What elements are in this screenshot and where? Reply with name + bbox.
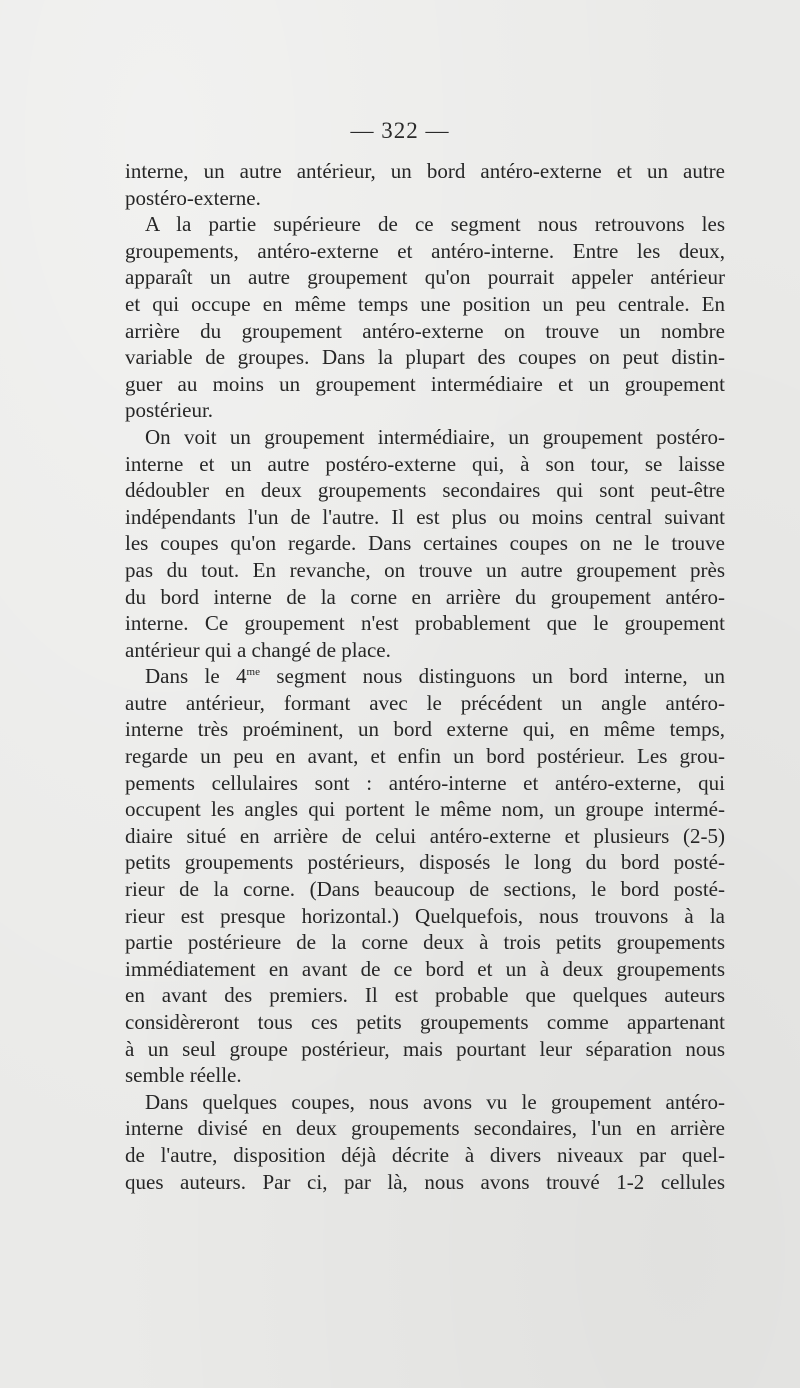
text-line: diaire situé en arrière de celui antéro-externe et plusieurs (2-5) [125,823,725,848]
text-segment: Dans le 4 [145,664,247,689]
text-line: interne, un autre antérieur, un bord antéro-externe et un autre [125,159,725,183]
text-line: arrière du groupement antéro-externe on trouve un nombre [125,318,725,343]
text-line [125,663,725,690]
text-line: rieur est presque horizontal.) Quelquefois, nous trouvons à la [125,903,725,928]
body-text [125,158,725,1195]
text-line: semble réelle. [125,1063,242,1088]
text-line: A la partie supérieure de ce segment nous retrouvons les [145,212,725,237]
text-line: du bord interne de la corne en arrière du groupement antéro- [125,584,725,609]
text-line: regarde un peu en avant, et enfin un bord postérieur. Les grou- [125,744,725,769]
text-line: postérieur. [125,398,214,423]
text-line: groupements, antéro-externe et antéro-interne. Entre les deux, [125,238,725,263]
text-line: Dans quelques coupes, nous avons vu le groupement antéro- [145,1089,725,1114]
text-line: et qui occupe en même temps une position un peu centrale. En [125,291,725,316]
text-line: petits groupements postérieurs, disposés le long du bord posté- [125,850,725,875]
text-line: de l'autre, disposition déjà décrite à divers niveaux par quel- [125,1142,725,1167]
text-line: immédiatement en avant de ce bord et un à deux groupements [125,956,725,981]
text-line: interne très proéminent, un bord externe qui, en même temps, [125,717,725,742]
text-line: interne divisé en deux groupements secondaires, l'un en arrière [125,1116,725,1141]
text-segment: segment nous distinguons un bord interne, un [259,664,725,689]
text-line: occupent les angles qui portent le même nom, un groupe intermé- [125,797,725,822]
text-line: indépendants l'un de l'autre. Il est plus ou moins central suivant [125,504,725,529]
text-line: pas du tout. En revanche, on trouve un autre groupement près [125,557,725,582]
text-line: variable de groupes. Dans la plupart des coupes on peut distin- [125,345,725,370]
text-line: antérieur qui a changé de place. [125,637,391,662]
text-line: rieur de la corne. (Dans beaucoup de sections, le bord posté- [125,877,725,902]
text-line: partie postérieure de la corne deux à trois petits groupements [125,930,725,955]
text-line: pements cellulaires sont : antéro-interne et antéro-externe, qui [125,770,725,795]
text-line: à un seul groupe postérieur, mais pourtant leur séparation nous [125,1036,725,1061]
text-line: On voit un groupement intermédiaire, un groupement postéro- [145,424,725,449]
text-line: dédoubler en deux groupements secondaires qui sont peut-être [125,478,725,503]
text-line: considèreront tous ces petits groupements comme appartenant [125,1010,725,1034]
text-line: ques auteurs. Par ci, par là, nous avons trouvé 1-2 cellules [125,1169,725,1194]
text-line: autre antérieur, formant avec le précédent un angle antéro- [125,690,725,715]
superscript: me [246,666,260,679]
text-line: les coupes qu'on regarde. Dans certaines coupes on ne le trouve [125,531,725,556]
text-line: postéro-externe. [125,185,261,210]
page-number: — 322 — [350,118,450,143]
text-line: guer au moins un groupement intermédiaire et un groupement [125,371,725,396]
text-line: en avant des premiers. Il est probable que quelques auteurs [125,983,725,1008]
text-line: apparaît un autre groupement qu'on pourrait appeler antérieur [125,265,725,290]
text-line: interne. Ce groupement n'est probablement que le groupement [125,611,725,636]
text-line: interne et un autre postéro-externe qui, à son tour, se laisse [125,451,725,476]
